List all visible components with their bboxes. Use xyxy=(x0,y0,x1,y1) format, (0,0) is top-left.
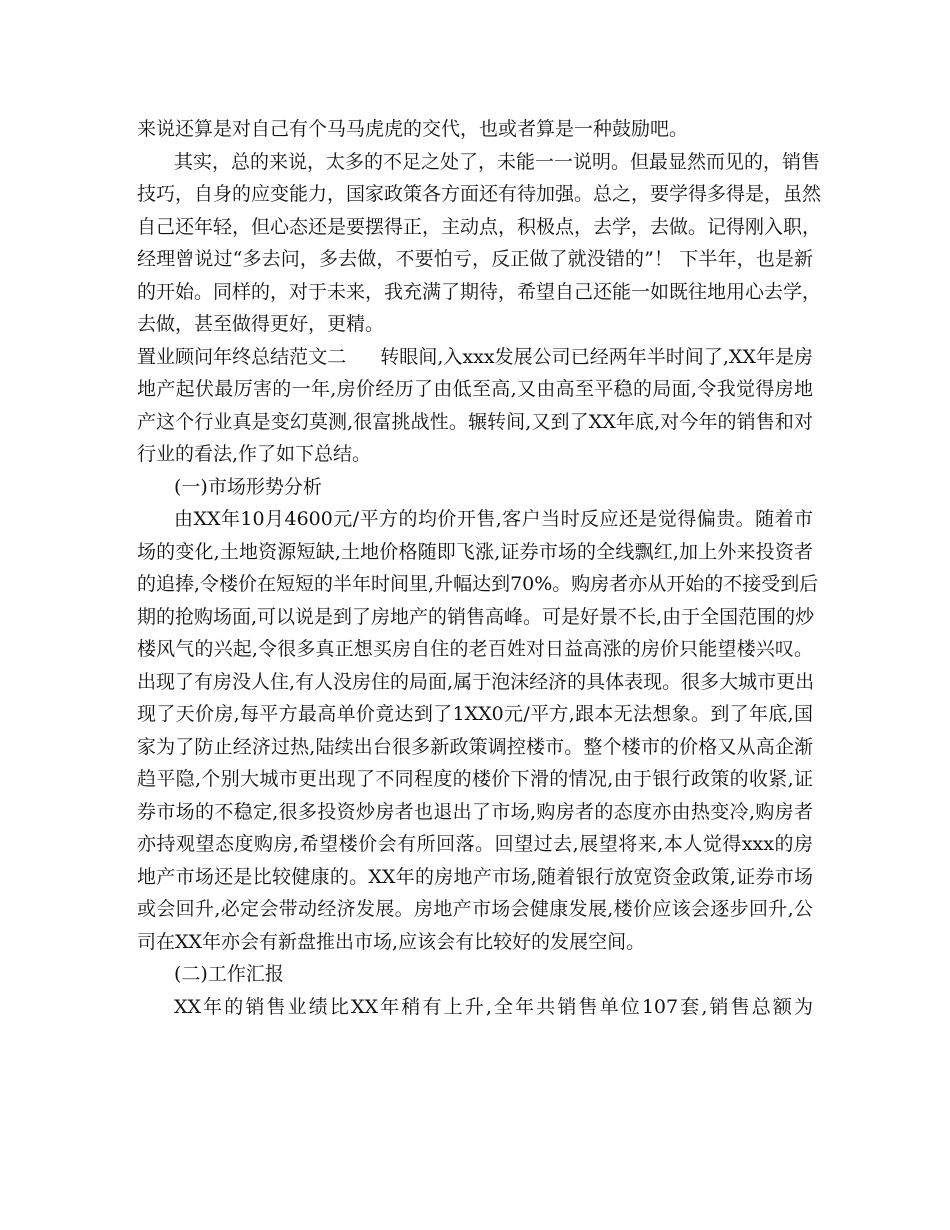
paragraph-line: 地产市场还是比较健康的。XX年的房地产市场,随着银行放宽资金政策,证券市场 xyxy=(137,865,813,888)
paragraph-line: XX年的销售业绩比XX年稍有上升,全年共销售单位107套,销售总额为 xyxy=(174,995,813,1018)
paragraph-line: 现了天价房,每平方最高单价竟达到了1XX0元/平方,跟本无法想象。到了年底,国 xyxy=(137,703,813,725)
section-title: 置业顾问年终总结范文二 xyxy=(137,345,347,368)
paragraph-line: 场的变化,土地资源短缺,土地价格随即飞涨,证券市场的全线飘红,加上外来投资者 xyxy=(137,540,813,563)
section-intro-text: 转眼间,入xxx发展公司已经两年半时间了,XX年是房 xyxy=(380,345,813,368)
paragraph-line: 行业的看法,作了如下总结。 xyxy=(137,443,372,465)
paragraph-line: 技巧，自身的应变能力，国家政策各方面还有待加强。总之，要学得多得是，虽然 xyxy=(137,183,822,205)
paragraph-line: 自己还年轻，但心态还是要摆得正，主动点，积极点，去学，去做。记得刚入职， xyxy=(137,215,822,238)
paragraph-line: 趋平隐,个别大城市更出现了不同程度的楼价下滑的情况,由于银行政策的收紧,证 xyxy=(137,768,813,790)
paragraph-line: 期的抢购场面,可以说是到了房地产的销售高峰。可是好景不长,由于全国范围的炒 xyxy=(137,605,815,628)
paragraph-line: 地产起伏最厉害的一年,房价经历了由低至高,又由高至平稳的局面,令我觉得房地 xyxy=(137,378,813,400)
paragraph-line: 产这个行业真是变幻莫测,很富挑战性。辗转间,又到了XX年底,对今年的销售和对 xyxy=(137,410,813,433)
paragraph-line: 由XX年10月4600元/平方的均价开售,客户当时反应还是觉得偏贵。随着市 xyxy=(174,508,813,530)
paragraph-line: 的开始。同样的，对于未来，我充满了期待，希望自己还能一如既往地用心去学， xyxy=(137,280,822,303)
section-title-line xyxy=(137,341,813,374)
paragraph-line: 楼风气的兴起,令很多真正想买房自住的老百姓对日益高涨的房价只能望楼兴叹。 xyxy=(137,638,813,660)
paragraph-line: 其实，总的来说，太多的不足之处了，未能一一说明。但最显然而见的，销售 xyxy=(174,150,821,173)
paragraph-line: 券市场的不稳定,很多投资炒房者也退出了市场,购房者的态度亦由热变冷,购房者 xyxy=(137,800,813,823)
paragraph-line: 来说还算是对自己有个马马虎虎的交代，也或者算是一种鼓励吧。 xyxy=(137,118,689,140)
paragraph-line: 经理曾说过“多去问，多去做，不要怕亏，反正做了就没错的”！ 下半年，也是新 xyxy=(137,248,813,270)
paragraph-line: 去做，甚至做得更好，更精。 xyxy=(137,313,385,335)
subheading-work-report: (二)工作汇报 xyxy=(174,963,284,985)
document-page xyxy=(137,113,822,1023)
paragraph-line: 司在XX年亦会有新盘推出市场,应该会有比较好的发展空间。 xyxy=(137,930,646,953)
paragraph-line: 亦持观望态度购房,希望楼价会有所回落。回望过去,展望将来,本人觉得xxx的房 xyxy=(137,833,813,855)
subheading-market-analysis: (一)市场形势分析 xyxy=(174,475,322,498)
paragraph-line: 家为了防止经济过热,陆续出台很多新政策调控楼市。整个楼市的价格又从高企渐 xyxy=(137,735,813,758)
paragraph-line: 或会回升,必定会带动经济发展。房地产市场会健康发展,楼价应该会逐步回升,公 xyxy=(137,898,813,920)
paragraph-line: 出现了有房没人住,有人没房住的局面,属于泡沫经济的具体表现。很多大城市更出 xyxy=(137,670,815,693)
paragraph-line: 的追捧,令楼价在短短的半年时间里,升幅达到70%。购房者亦从开始的不接受到后 xyxy=(137,573,819,595)
